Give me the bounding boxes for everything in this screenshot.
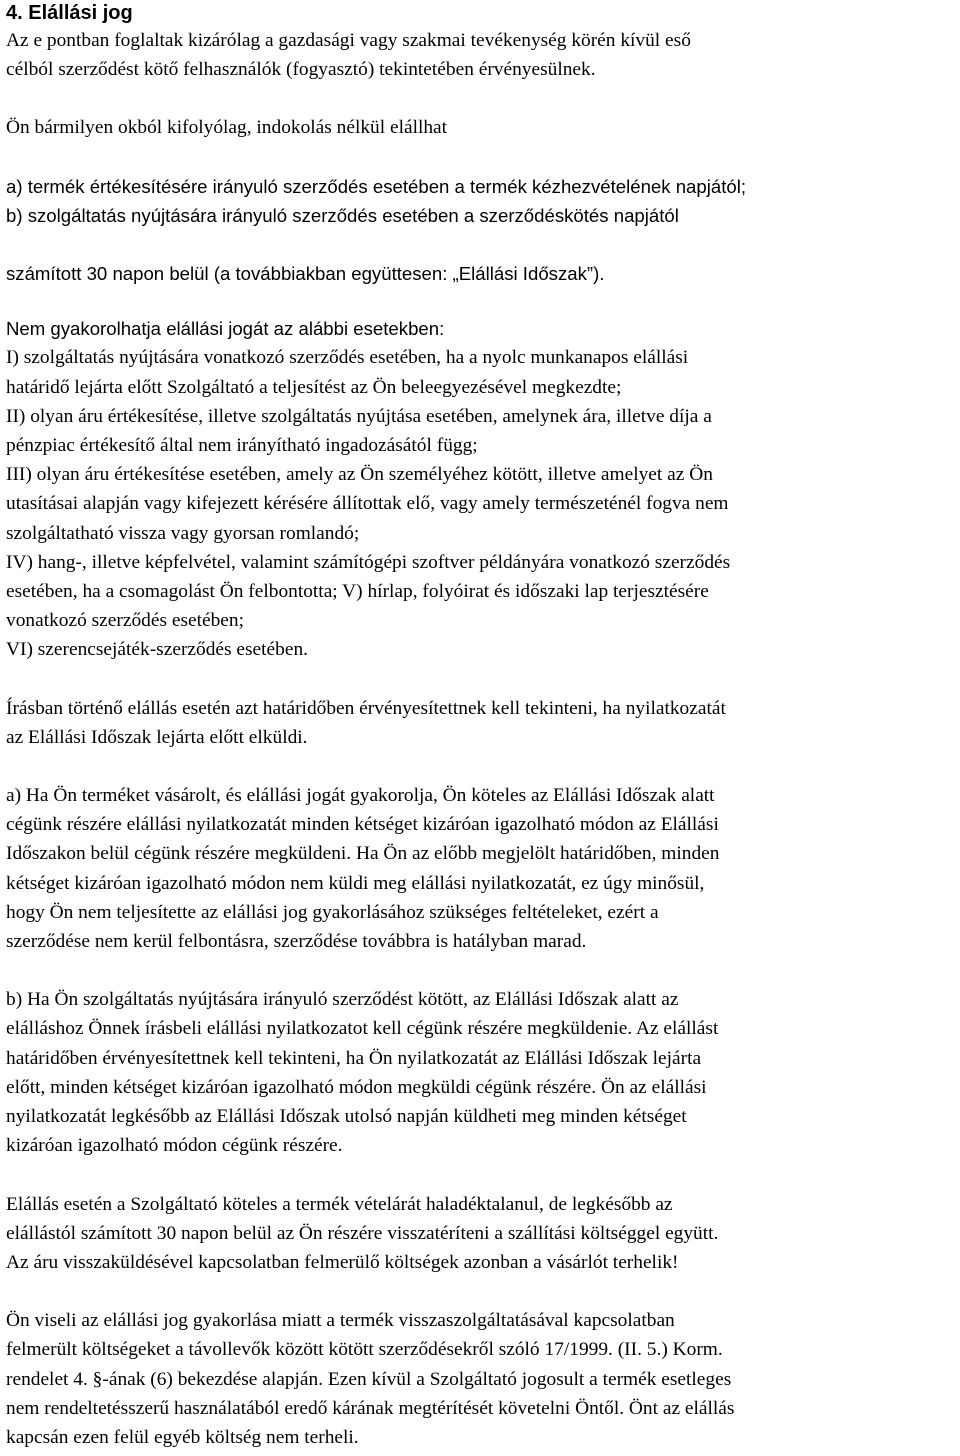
text-line: nem rendeltetésszerű használatából eredő kárának megtérítését követelni Öntől. Önt az elállás (6, 1397, 735, 1419)
text-line: elálláshoz Önnek írásbeli elállási nyilatkozatot kell cégünk részére megküldenie. Az elállást (6, 1018, 719, 1040)
text-line: szerződése nem kerül felbontásra, szerződése továbbra is hatályban marad. (6, 931, 587, 953)
written-withdrawal-paragraph (6, 694, 956, 752)
text-line: Az áru visszaküldésével kapcsolatban felmerülő költségek azonban a vásárlót terhelik! (6, 1251, 679, 1273)
text-line: nyilatkozatát legkésőbb az Elállási Időszak utolsó napján küldheti meg minden kétséget (6, 1106, 687, 1128)
text-line: b) Ha Ön szolgáltatás nyújtására irányuló szerződést kötött, az Elállási Időszak alatt az (6, 989, 679, 1011)
text-line: Időszakon belül cégünk részére megküldeni. Ha Ön az előbb megjelölt határidőben, minden (6, 843, 720, 865)
text-line: b) szolgáltatás nyújtására irányuló szerződés esetében a szerződéskötés napjától (6, 204, 679, 226)
text-line: felmerült költségeket a távollevők között kötött szerződésekről szóló 17/1999. (II. 5.) Korm. (6, 1339, 723, 1361)
product-withdrawal-paragraph (6, 781, 956, 956)
text-line: a) termék értékesítésére irányuló szerződés esetében a termék kézhezvételének napjától; (6, 175, 747, 197)
cases-paragraph (6, 172, 956, 230)
text-line: vonatkozó szerződés esetében; (6, 610, 244, 632)
exceptions-list (6, 343, 956, 664)
period-paragraph (6, 259, 956, 288)
text-line: határidőben érvényesítettnek kell tekinteni, ha Ön nyilatkozatát az Elállási Időszak lejárta (6, 1047, 702, 1069)
text-line: Elállás esetén a Szolgáltató köteles a termék vételárát haladéktalanul, de legkésőbb az (6, 1193, 673, 1215)
text-line: számított 30 napon belül (a továbbiakban együttesen: „Elállási Időszak”). (6, 263, 605, 285)
text-line: kizáróan igazolható módon cégünk részére. (6, 1135, 343, 1157)
text-line: VI) szerencsejáték-szerződés esetében. (6, 639, 308, 661)
text-line: pénzpiac értékesítő által nem irányítható ingadozásától függ; (6, 435, 478, 457)
service-withdrawal-paragraph (6, 985, 956, 1160)
text-line: Ön bármilyen okból kifolyólag, indokolás nélkül elállhat (6, 117, 448, 139)
text-line: IV) hang-, illetve képfelvétel, valamint számítógépi szoftver példányára vonatkozó szerződés (6, 551, 731, 573)
text-line: az Elállási Időszak lejárta előtt elküldi. (6, 726, 308, 748)
text-line: kétséget kizáróan igazolható módon nem küldi meg elállási nyilatkozatát, ez úgy minősül, (6, 872, 705, 894)
text-line: utasításai alapján vagy kifejezett kérésére állítottak elő, vagy amely természeténél fogva nem (6, 493, 729, 515)
text-line: Az e pontban foglaltak kizárólag a gazdasági vagy szakmai tevékenység körén kívül eső (6, 30, 691, 51)
refund-paragraph (6, 1190, 956, 1278)
text-line: esetében, ha a csomagolást Ön felbontotta; V) hírlap, folyóirat és időszaki lap terjesztésére (6, 581, 709, 603)
text-line: III) olyan áru értékesítése esetében, amely az Ön személyéhez kötött, illetve amelyet az Ön (6, 464, 713, 486)
text-line: Nem gyakorolhatja elállási jogát az alábbi esetekben: (6, 318, 445, 340)
text-line: célból szerződést kötő felhasználók (fogyasztó) tekintetében érvényesülnek. (6, 59, 596, 81)
costs-paragraph (6, 1306, 956, 1452)
text-line: határidő lejárta előtt Szolgáltató a teljesítést az Ön beleegyezésével megkezdte; (6, 376, 622, 398)
withdrawal-paragraph (6, 113, 956, 142)
text-line: a) Ha Ön terméket vásárolt, és elállási jogát gyakorolja, Ön köteles az Elállási Időszak alatt (6, 785, 715, 807)
text-line: hogy Ön nem teljesítette az elállási jog gyakorlásához szükséges feltételeket, ezért a (6, 901, 659, 923)
text-line: Ön viseli az elállási jog gyakorlása miatt a termék visszaszolgáltatásával kapcsolatban (6, 1310, 675, 1332)
intro-paragraph (6, 26, 956, 84)
text-line: Írásban történő elállás esetén azt határidőben érvényesítettnek kell tekinteni, ha nyilatkozatát (6, 697, 726, 719)
text-line: cégünk részére elállási nyilatkozatát minden kétséget kizáróan igazolható módon az Elállási (6, 814, 719, 836)
text-line: II) olyan áru értékesítése, illetve szolgáltatás nyújtása esetében, amelynek ára, illetve díja a (6, 405, 712, 427)
text-line: rendelet 4. §-ának (6) bekezdése alapján. Ezen kívül a Szolgáltató jogosult a termék esetleges (6, 1368, 732, 1390)
text-line: elállástól számított 30 napon belül az Ön részére visszatéríteni a szállítási költséggel együtt. (6, 1222, 719, 1244)
text-line: szolgáltatható vissza vagy gyorsan romlandó; (6, 522, 360, 544)
text-line: I) szolgáltatás nyújtására vonatkozó szerződés esetében, ha a nyolc munkanapos elállási (6, 347, 689, 369)
section-heading: 4. Elállási jog (6, 2, 133, 24)
exceptions-paragraph (6, 314, 956, 343)
text-line: előtt, minden kétséget kizáróan igazolható módon megküldi cégünk részére. Ön az elállási (6, 1076, 707, 1098)
text-line: kapcsán ezen felül egyéb költség nem terheli. (6, 1426, 359, 1448)
document-page (6, 0, 956, 1452)
